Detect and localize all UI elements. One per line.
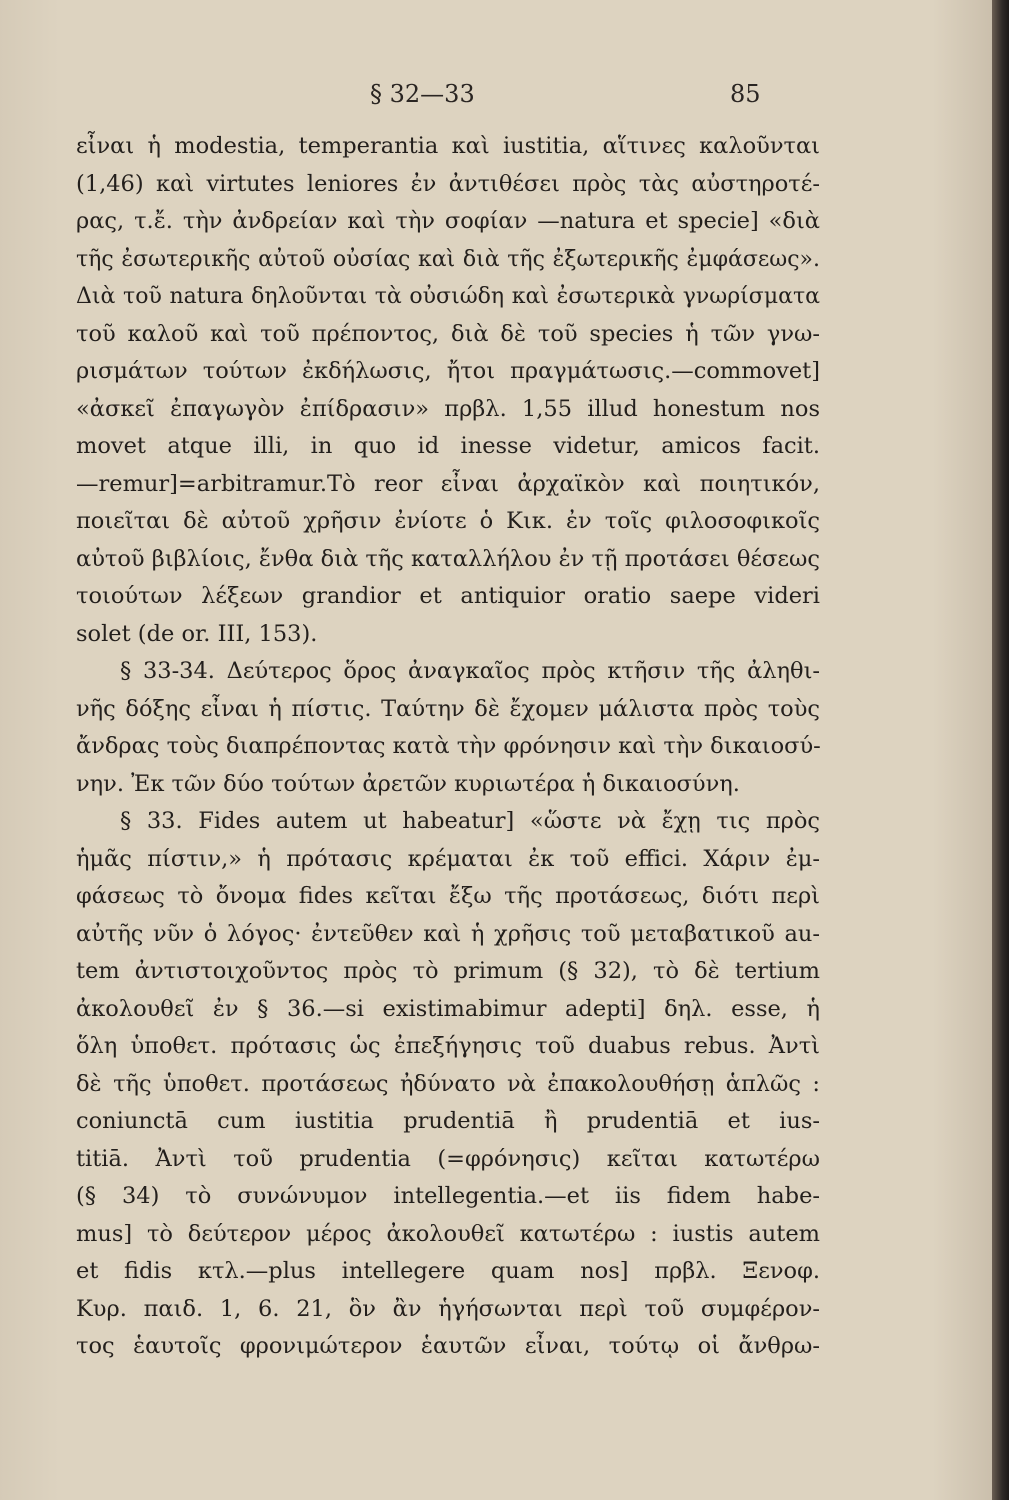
text-line: Κυρ. παιδ. 1, 6. 21, ὃν ἂν ἡγήσωνται περὶ τοῦ συμφέρον- [76,1295,820,1322]
text-line: αὐτῆς νῦν ὁ λόγος· ἐντεῦθεν καὶ ἡ χρῆσις τοῦ μεταβατικοῦ au- [76,920,820,947]
text-line: (1,46) καὶ virtutes leniores ἐν ἀντιθέσει πρὸς τὰς αὐστηροτέ- [76,170,820,197]
text-line: νῆς δόξης εἶναι ἡ πίστις. Ταύτην δὲ ἔχομεν μάλιστα πρὸς τοὺς [76,695,820,722]
text-line: Διὰ τοῦ natura δηλοῦνται τὰ οὐσιώδη καὶ ἐσωτερικὰ γνωρίσματα [76,284,820,309]
text-line: ὅλη ὑποθετ. πρότασις ὡς ἐπεξήγησις τοῦ duabus rebus. Ἀντὶ [76,1033,820,1059]
text-line: solet (de or. III, 153). [76,620,318,647]
text-line: et fidis κτλ.—plus intellegere quam nos] πρβλ. Ξενοφ. [76,1258,820,1284]
text-line: δὲ τῆς ὑποθετ. προτάσεως ἠδύνατο νὰ ἐπακολουθήσῃ ἁπλῶς : [76,1070,820,1097]
text-line: εἶναι ἡ modestia, temperantia καὶ iustitia, αἵτινες καλοῦνται [76,133,820,159]
text-line: τῆς ἐσωτερικῆς αὐτοῦ οὐσίας καὶ διὰ τῆς ἐξωτερικῆς ἐμφάσεως». [76,246,820,272]
text-line: titiā. Ἀντὶ τοῦ prudentia (=φρόνησις) κεῖται κατωτέρω [76,1145,820,1172]
text-line: φάσεως τὸ ὄνομα fides κεῖται ἔξω τῆς προτάσεως, διότι περὶ [76,883,820,909]
text-line: —remur]=arbitramur.Τὸ reor εἶναι ἀρχαϊκὸν καὶ ποιητικόν, [76,470,820,497]
text-line: ἡμᾶς πίστιν,» ἡ πρότασις κρέμαται ἐκ τοῦ effici. Χάριν ἐμ- [76,845,820,872]
text-line: τοιούτων λέξεων grandior et antiquior oratio saepe videri [76,583,820,609]
text-line: (§ 34) τὸ συνώνυμον intellegentia.—et iis fidem habe- [76,1183,820,1209]
text-line: ἀκολουθεῖ ἐν § 36.—si existimabimur adepti] δηλ. esse, ἡ [76,995,820,1022]
text-line: «ἀσκεῖ ἐπαγωγὸν ἐπίδρασιν» πρβλ. 1,55 illud honestum nos [76,395,820,422]
text-line: ἄνδρας τοὺς διαπρέποντας κατὰ τὴν φρόνησιν καὶ τὴν δικαιοσύ- [76,733,821,759]
section-reference: § 32—33 [370,80,475,108]
text-line: ρισμάτων τούτων ἐκδήλωσις, ἤτοι πραγμάτωσις.—commovet] [76,358,820,384]
text-line: § 33-34. Δεύτερος ὅρος ἀναγκαῖος πρὸς κτῆσιν τῆς ἀληθι- [120,658,820,684]
page-number: 85 [730,80,761,108]
text-line: § 33. Fides autem ut habeatur] «ὥστε νὰ ἔχῃ τις πρὸς [120,808,820,834]
text-line: ρας, τ.ἔ. τὴν ἀνδρείαν καὶ τὴν σοφίαν —natura et specie] «διὰ [76,208,820,234]
commentary-text [76,128,820,1366]
text-line: τος ἑαυτοῖς φρονιμώτερον ἑαυτῶν εἶναι, τούτῳ οἱ ἄνθρω- [76,1333,820,1359]
text-line: mus] τὸ δεύτερον μέρος ἀκολουθεῖ κατωτέρω : iustis autem [76,1220,820,1247]
text-line: movet atque illi, in quo id inesse videtur, amicos facit. [76,433,820,459]
book-spine-edge [992,0,1009,1500]
text-line: ποιεῖται δὲ αὐτοῦ χρῆσιν ἐνίοτε ὁ Κικ. ἐν τοῖς φιλοσοφικοῖς [76,508,820,534]
text-line: tem ἀντιστοιχοῦντος πρὸς τὸ primum (§ 32), τὸ δὲ tertium [76,958,820,984]
text-line: τοῦ καλοῦ καὶ τοῦ πρέποντος, διὰ δὲ τοῦ species ἡ τῶν γνω- [76,320,820,347]
running-header [0,80,992,120]
text-line: coniunctā cum iustitia prudentiā ἢ prudentiā et ius- [76,1108,820,1134]
text-line: αὐτοῦ βιβλίοις, ἔνθα διὰ τῆς καταλλήλου ἐν τῇ προτάσει θέσεως [76,545,820,572]
text-line: νην. Ἐκ τῶν δύο τούτων ἀρετῶν κυριωτέρα ἡ δικαιοσύνη. [76,770,740,797]
